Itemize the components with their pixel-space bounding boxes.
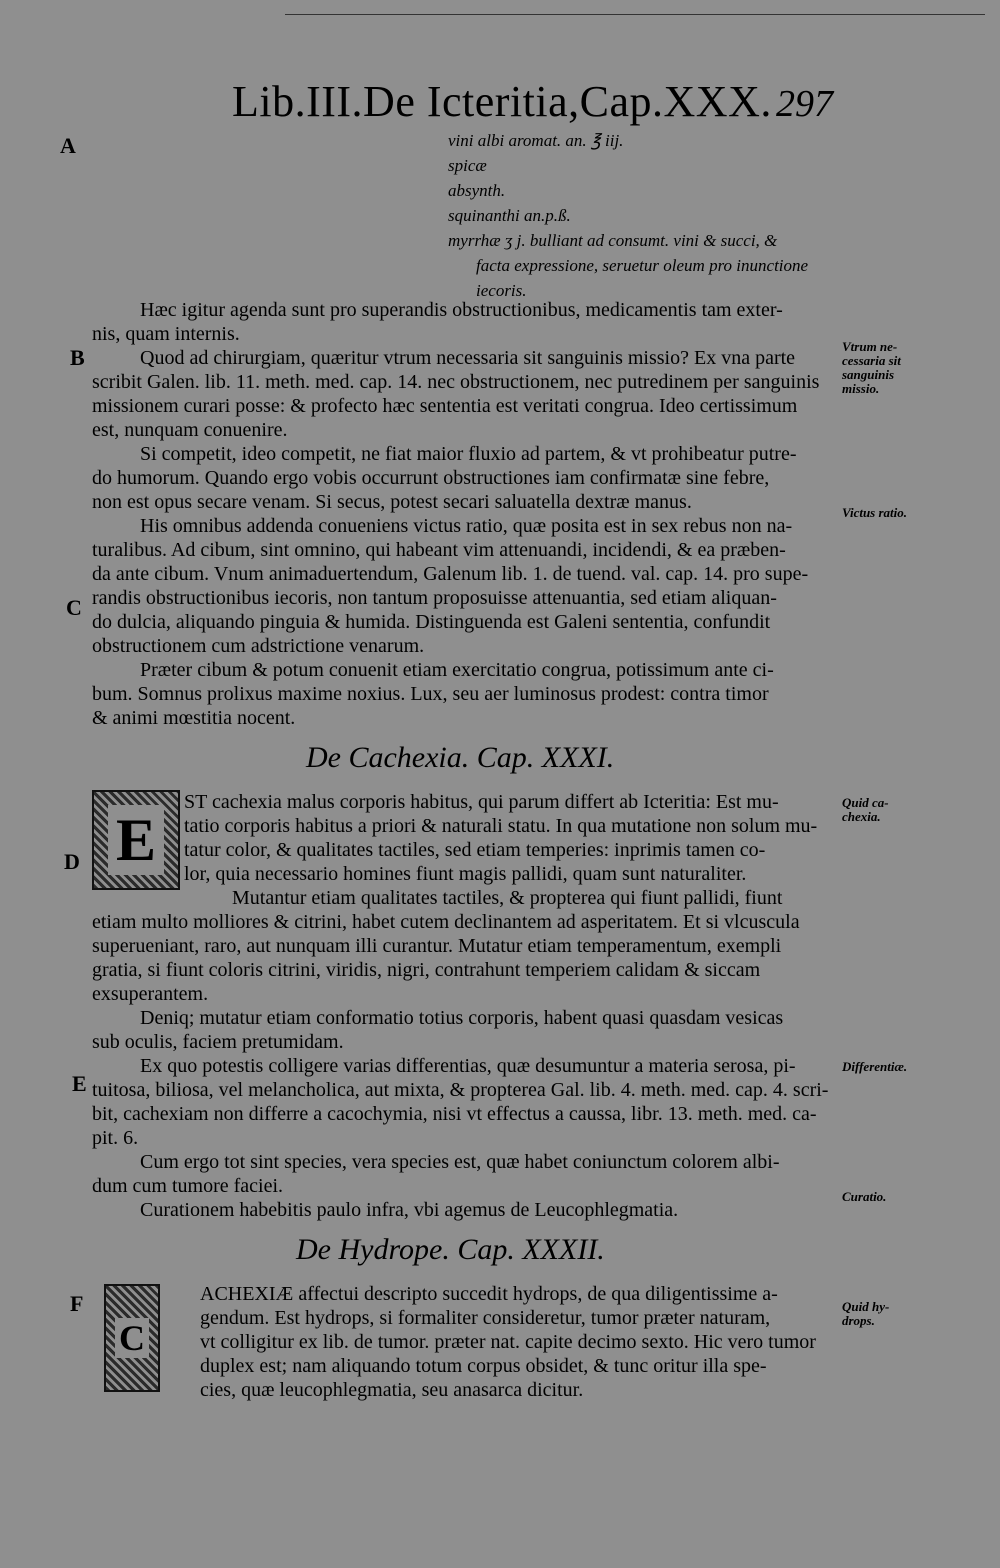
drop-cap-ornament	[104, 1284, 160, 1392]
text-line: Mutantur etiam qualitates tactiles, & propterea qui fiunt pallidi, fiunt	[232, 887, 783, 909]
text-line: ST cachexia malus corporis habitus, qui parum differt ab Icteritia: Est mu-	[184, 791, 779, 813]
text-line: turalibus. Ad cibum, sint omnino, qui habeant vim attenuandi, incidendi, & ea præben-	[92, 539, 786, 561]
chapter32-text	[200, 1282, 816, 1402]
running-head: Lib.III.De Icteritia,Cap.XXX.	[232, 77, 772, 126]
margin-note-differentiae: Differentiæ.	[842, 1059, 908, 1074]
page-number: 297	[776, 83, 833, 125]
text-line: missionem curari posse: & profecto hæc sententia est veritati congrua. Ideo certissimum	[92, 395, 798, 417]
margin-note-quid-hydrops: Quid hy- drops.	[842, 1299, 890, 1328]
text-line: Præter cibum & potum conuenit etiam exercitatio congrua, potissimum ante ci-	[140, 659, 774, 681]
text-line: obstructionem cum adstrictione venarum.	[92, 635, 425, 657]
text-line: est, nunquam conuenire.	[92, 419, 288, 441]
text-line: ACHEXIÆ affectui descripto succedit hydrops, de qua diligentissime a-	[200, 1283, 778, 1305]
margin-letter-c: C	[66, 595, 82, 620]
text-line: tatur color, & qualitates tactiles, sed etiam temperies: inprimis tamen co-	[184, 839, 766, 861]
text-line: gendum. Est hydrops, si formaliter consideretur, tumor præter naturam,	[200, 1307, 771, 1329]
text-line: Ex quo potestis colligere varias differentias, quæ desumuntur a materia serosa, pi-	[140, 1055, 796, 1077]
text-line: & animi mœstitia nocent.	[92, 707, 296, 729]
text-line: duplex est; nam aliquando totum corpus obsidet, & tunc oritur illa spe-	[200, 1355, 767, 1377]
recipe-line: squinanthi an.p.ß.	[448, 206, 571, 225]
text-line: scribit Galen. lib. 11. meth. med. cap. 14. nec obstructionem, nec putredinem per sanguinis	[92, 371, 820, 393]
text-line: tatio corporis habitus a priori & naturali statu. In qua mutatione non solum mu-	[184, 815, 818, 837]
text-line: dum cum tumore faciei.	[92, 1175, 284, 1197]
drop-cap-letter: E	[108, 805, 164, 875]
text-line: sub oculis, faciem pretumidam.	[92, 1031, 344, 1053]
text-line: Cum ergo tot sint species, vera species est, quæ habet coniunctum colorem albi-	[140, 1151, 780, 1173]
text-line: superueniant, raro, aut nunquam illi curantur. Mutatur etiam temperamentum, exempli	[92, 935, 782, 957]
text-line: Deniq; mutatur etiam conformatio totius corporis, habent quasi quasdam vesicas	[140, 1007, 784, 1029]
recipe-line: iecoris.	[476, 281, 527, 300]
chapter31-text	[92, 910, 828, 1222]
top-rule	[285, 14, 985, 15]
recipe-line: facta expressione, seruetur oleum pro inunctione	[476, 256, 809, 275]
drop-cap-ornament	[92, 790, 180, 890]
text-line: Hæc igitur agenda sunt pro superandis obstructionibus, medicamentis tam exter-	[140, 299, 783, 321]
text-line: tuitosa, biliosa, vel melancholica, aut mixta, & propterea Gal. lib. 4. meth. med. cap. 4. scri-	[92, 1079, 829, 1101]
margin-letter-e: E	[72, 1071, 87, 1096]
recipe-line: vini albi aromat. an. ℥ iij.	[448, 131, 624, 150]
recipe-block	[448, 128, 848, 303]
margin-letter-f: F	[70, 1291, 84, 1316]
text-line: cies, quæ leucophlegmatia, seu anasarca dicitur.	[200, 1379, 584, 1401]
margin-note-sanguinis-missio: Vtrum ne- cessaria sit sanguinis missio.	[842, 339, 901, 396]
chapter-heading: De Hydrope. Cap. XXXII.	[296, 1233, 605, 1266]
recipe-line: myrrhæ ʒ j. bulliant ad consumt. vini & succi, &	[448, 231, 778, 250]
text-line: do dulcia, aliquando pinguia & humida. Distinguenda est Galeni sententia, confundit	[92, 611, 771, 633]
text-line: pit. 6.	[92, 1127, 139, 1149]
text-line: etiam multo molliores & citrini, habet cutem declinantem ad asperitatem. Et si vlcuscula	[92, 911, 800, 933]
text-line: Quod ad chirurgiam, quæritur vtrum necessaria sit sanguinis missio? Ex vna parte	[140, 347, 796, 369]
chapter31-lead-text	[184, 790, 817, 910]
text-line: gratia, si fiunt coloris citrini, viridis, nigri, contrahunt temperiem calidam & siccam	[92, 959, 761, 981]
text-line: da ante cibum. Vnum animaduertendum, Galenum lib. 1. de tuend. val. cap. 14. pro supe-	[92, 563, 809, 585]
margin-letter-d: D	[64, 849, 80, 874]
margin-letter-b: B	[70, 345, 85, 370]
text-line: exsuperantem.	[92, 983, 209, 1005]
text-line: Curationem habebitis paulo infra, vbi agemus de Leucophlegmatia.	[140, 1199, 679, 1221]
text-line: Si competit, ideo competit, ne fiat maior fluxio ad partem, & vt prohibeatur putre-	[140, 443, 797, 465]
text-line: do humorum. Quando ergo vobis occurrunt obstructiones iam confirmatæ sine febre,	[92, 467, 770, 489]
recipe-line: absynth.	[448, 181, 506, 200]
section1-text	[92, 298, 819, 730]
chapter-heading: De Cachexia. Cap. XXXI.	[306, 741, 615, 774]
recipe-line: spicæ	[448, 156, 487, 175]
text-line: bum. Somnus prolixus maxime noxius. Lux, seu aer luminosus prodest: contra timor	[92, 683, 769, 705]
margin-note-curatio: Curatio.	[842, 1189, 887, 1204]
text-line: non est opus secare venam. Si secus, potest secari saluatella dextræ manus.	[92, 491, 692, 513]
text-line: lor, quia necessario homines fiunt magis pallidi, quam sunt naturaliter.	[184, 863, 747, 885]
margin-letter-a: A	[60, 133, 76, 158]
drop-cap-letter: C	[115, 1318, 149, 1358]
margin-note-quid-cachexia: Quid ca- chexia.	[842, 795, 889, 824]
text-line: randis obstructionibus iecoris, non tantum proposuisse attenuantia, sed etiam aliquan-	[92, 587, 777, 609]
text-line: vt colligitur ex lib. de tumor. præter nat. capite decimo sexto. Hic vero tumor	[200, 1331, 816, 1353]
margin-note-victus-ratio: Victus ratio.	[842, 505, 908, 520]
text-line: bit, cachexiam non differre a cacochymia, nisi vt effectus a caussa, libr. 13. meth. med. ca-	[92, 1103, 817, 1125]
text-line: His omnibus addenda conueniens victus ratio, quæ posita est in sex rebus non na-	[140, 515, 793, 537]
text-line: nis, quam internis.	[92, 323, 240, 345]
